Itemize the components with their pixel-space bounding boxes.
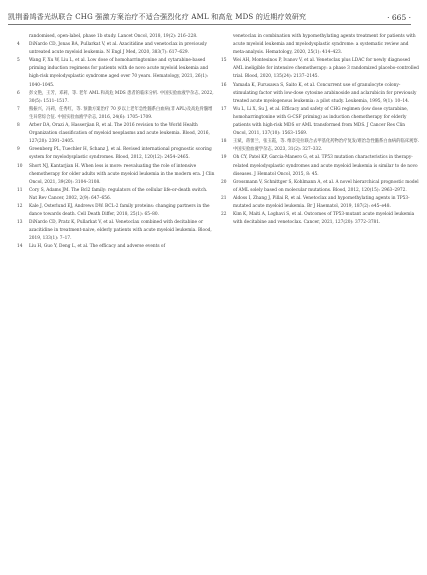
reference-entry bbox=[17, 41, 215, 57]
reference-text: DiNardo CD, Pratz K, Pullarkat V, et al. Venetoclax combined with decitabine or azacitidine in treatment-naive, elderly patients with acute myeloid leukemia. Blood, 2019, 133(1): 7–17. bbox=[29, 220, 212, 242]
reference-entry bbox=[221, 106, 419, 138]
reference-number: 20 bbox=[221, 179, 227, 185]
reference-text: 熊振兴，冯莉，任秀红，等. 预激方案治疗 70 岁以上老年急性髓系白血病(非 APL)及高危骨髓增生异常综合征. 中国实验血液学杂志, 2016, 24(6): 1705–1709. bbox=[29, 106, 213, 120]
reference-text: Liu H, Guo Y, Deng L, et al. The efficacy and adverse events of bbox=[29, 244, 166, 250]
reference-text: Grossmann V, Schnittger S, Kohlmann A, et al. A novel hierarchical prognostic model of AML solely based on molecular mutations. Blood, 2012, 120(15): 2963–2972. bbox=[233, 179, 419, 193]
reference-number: 9 bbox=[17, 147, 20, 153]
reference-number: 12 bbox=[17, 203, 23, 209]
reference-text: Arber DA, Orazi A, Hasserjian R, et al. The 2016 revision to the World Health Organization classification of myeloid neoplasms and acute leukemia. Blood, 2016, 127(20): 2391–2405. bbox=[29, 123, 210, 145]
reference-number: 4 bbox=[17, 42, 20, 48]
reference-number: 22 bbox=[221, 212, 227, 218]
reference-column-left bbox=[17, 33, 215, 252]
reference-text: Wang F, Xu W, Liu L, et al. Low dose of homoharringtonine and cytarabine-based priming induction regimens for patients with de novo acute myeloid leukemia and high-risk myelodysplastic syndrome aged over 70 years. Hematology, 2021, 26(1): 1040–1045. bbox=[29, 58, 209, 88]
reference-text: venetoclax in combination with hypomethylating agents treatment for patients with acute myeloid leukemia and myelodysplastic syndrome: a systematic review and meta-analysis. Hematology, 2020, 25(1): 414–423. bbox=[233, 34, 416, 56]
reference-entry bbox=[17, 106, 215, 122]
reference-text: randomised, open-label, phase 1b study. Lancet Oncol, 2018, 19(2): 216–228. bbox=[29, 34, 198, 39]
reference-entry bbox=[17, 90, 215, 106]
reference-text: Aldoss I, Zhang J, Pillai R, et al. Venetoclax and hypomethylating agents in TP53-mutated acute myeloid leukemia. Br J Haematol, 2019, 187(2): e45–e48. bbox=[233, 195, 410, 209]
reference-entry bbox=[17, 57, 215, 89]
reference-text: Wei AH, Montesinos P, Ivanov V, et al. Venetoclax plus LDAC for newly diagnosed AML ineligible for intensive chemotherapy: a phase 3 randomized placebo-controlled trial. Blood, 2020, 135(24): 2137–2145. bbox=[233, 58, 419, 80]
reference-number: 11 bbox=[17, 187, 23, 193]
reference-number: 10 bbox=[17, 163, 23, 169]
reference-entry bbox=[221, 179, 419, 195]
reference-text: Yamada K, Furusawa S, Saito K, et al. Concurrent use of granulocyte colony-stimulating factor with low-dose cytosine arabinoside and aclarubicin for previously treated acute myelogenous leukemia: a pilot study. Leukemia, 1995, 9(1): 10–14. bbox=[233, 82, 417, 104]
reference-entry bbox=[17, 219, 215, 243]
reference-entry bbox=[17, 163, 215, 187]
reference-number: 15 bbox=[221, 58, 227, 64]
reference-number: 19 bbox=[221, 155, 227, 161]
reference-text: DiNardo CD, Jonas BA, Pullarkat V, et al. Azacitidine and venetoclax in previously untreated acute myeloid leukemia. N Engl J Med, 2020, 383(7): 617–629. bbox=[29, 42, 207, 56]
reference-text: Kim K, Maiti A, Loghavi S, et al. Outcomes of TP53-mutant acute myeloid leukemia with decitabine and venetoclax. Cancer, 2021, 127(20): 3772–3781. bbox=[233, 212, 415, 226]
reference-entry bbox=[221, 138, 419, 154]
reference-entry bbox=[221, 57, 419, 81]
reference-entry bbox=[17, 203, 215, 219]
reference-text: Wu L, Li X, Su J, et al. Efficacy and safety of CHG regimen (low dose cytarabine, homoharringtonine with G-CSF priming) as induction chemotherapy for elderly patients with high-risk MDS or AML transformed from MDS. J Cancer Res Clin Oncol, 2011, 137(10): 1563–1569. bbox=[233, 106, 409, 137]
reference-number: 13 bbox=[17, 220, 23, 226]
reference-number: 5 bbox=[17, 58, 20, 64]
reference-number: 8 bbox=[17, 123, 20, 129]
reference-number: 6 bbox=[17, 90, 20, 96]
reference-entry bbox=[17, 243, 215, 251]
reference-text: 彭文艳，王芳，邓莉，等. 老年 AML 和高危 MDS 患者的临床分析. 中国实验血液学杂志, 2022, 30(5): 1511–1517. bbox=[29, 90, 214, 104]
reference-number: 16 bbox=[221, 82, 227, 88]
reference-number: 18 bbox=[221, 139, 227, 145]
reference-entry bbox=[221, 211, 419, 227]
reference-text: Oh CY, Patel KP, Garcia-Manero G, et al. TP53 mutation characteristics in therapy-related myelodysplastic syndromes and acute myeloid leukemia is similar to de novo diseases. J Hematol Oncol, 2015, 8: 45. bbox=[233, 155, 418, 177]
reference-text: Short NJ, Kantarjian H. When less is more: reevaluating the role of intensive chemotherapy for older adults with acute myeloid leukemia in the modern era. J Clin Oncol, 2021, 39(20): 3104–3108. bbox=[29, 163, 215, 185]
reference-number: 14 bbox=[17, 244, 23, 250]
reference-text: Cory S, Adams JM. The Bcl2 family: regulators of the cellular life-or-death switch. Nat Rev Cancer, 2002, 2(9): 647–656. bbox=[29, 187, 208, 201]
header-title: 凯荆番鸠香光纵联合 CHG 强激方案治疗不适合强烈化疗 AML 和高危 MDS 的近期疗效研究 bbox=[8, 13, 307, 21]
reference-column-right bbox=[221, 33, 419, 227]
reference-entry bbox=[17, 187, 215, 203]
reference-entry bbox=[17, 33, 215, 41]
reference-entry bbox=[221, 33, 419, 57]
page-number: · 665 · bbox=[387, 12, 411, 22]
reference-entry bbox=[17, 122, 215, 146]
reference-text: Kale J, Osterlund EJ, Andrews DW. BCL-2 family proteins: changing partners in the dance towards death. Cell Death Differ, 2018, 25(1): 65–80. bbox=[29, 203, 210, 218]
reference-entry bbox=[221, 195, 419, 211]
reference-entry bbox=[221, 154, 419, 178]
reference-number: 21 bbox=[221, 195, 227, 201]
running-header bbox=[8, 10, 411, 24]
reference-entry bbox=[17, 146, 215, 162]
reference-number: 7 bbox=[17, 106, 20, 112]
reference-number: 17 bbox=[221, 106, 227, 112]
reference-entry bbox=[221, 82, 419, 106]
reference-text: 王斌，蒋蕾兰，张玉霞，等. 维奈克拉联合去甲基化药物治疗复发/难治急性髓系白血病的临床观察. 中国实验血液学杂志, 2023, 31(2): 327–332. bbox=[233, 139, 420, 153]
header-rule bbox=[8, 24, 411, 25]
reference-text: Greenberg PL, Tuechler H, Schanz J, et al. Revised international prognostic scoring system for myelodysplastic syndromes. Blood, 2012, 120(12): 2454–2465. bbox=[29, 147, 212, 161]
